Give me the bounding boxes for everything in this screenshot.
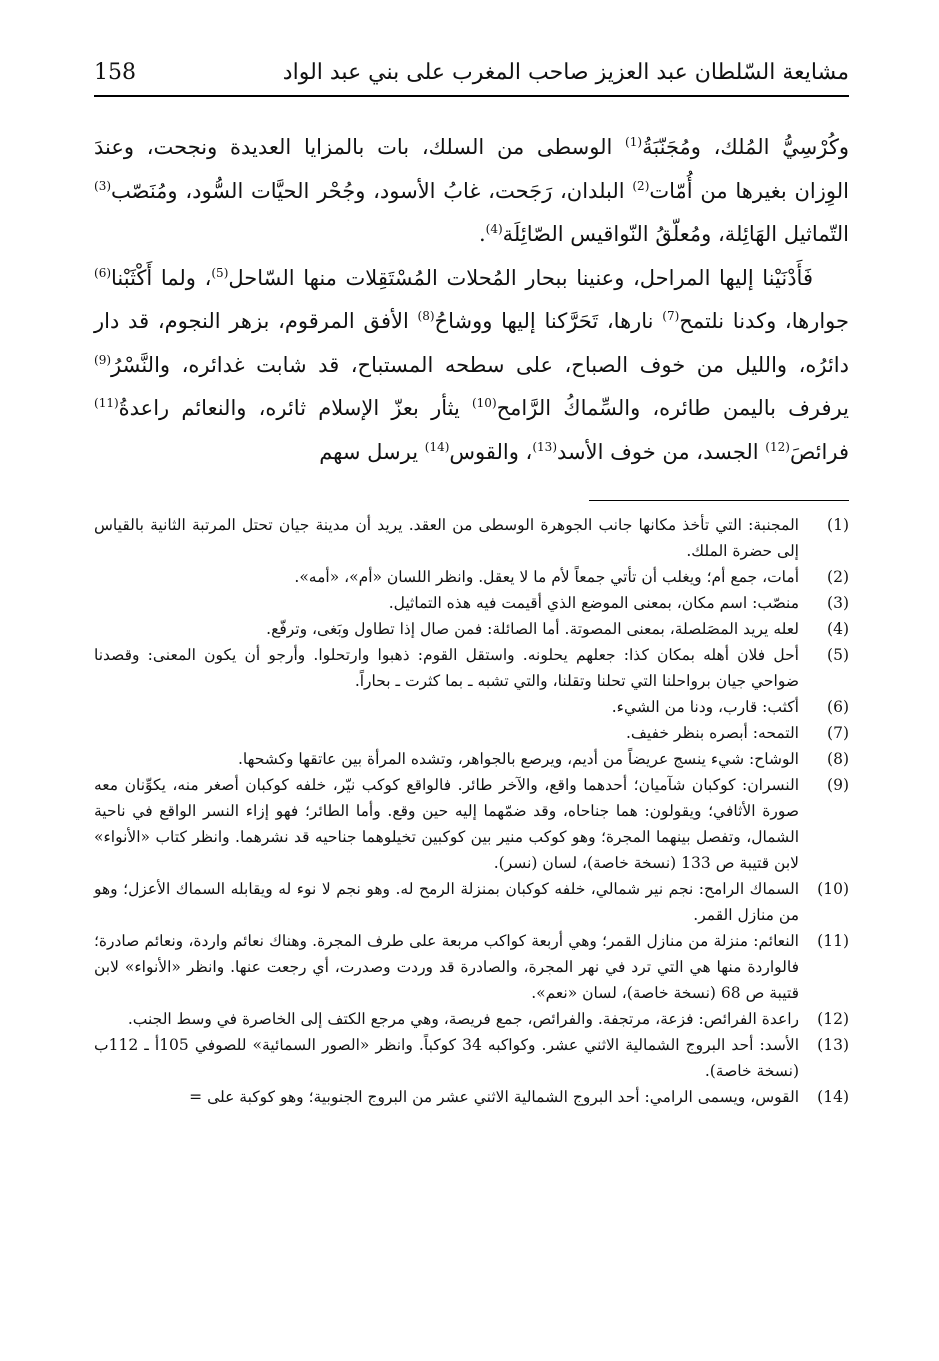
footnote: [94, 564, 849, 590]
footnote-number: (10): [817, 880, 849, 898]
text-segment: ، والقوس: [449, 439, 533, 464]
text-segment: الجسد، من خوف الأسد: [557, 439, 766, 464]
text-segment: جوارها، وكدنا نلتمح: [679, 309, 849, 333]
main-text: [94, 126, 849, 474]
footnote-number: (1): [827, 516, 849, 534]
footnote-text: القوس، ويسمى الرامي: أحد البروج الشمالية الاثني عشر من البروج الجنوبية؛ وهو كوكبة على =: [189, 1088, 799, 1106]
footnote-number: (9): [827, 776, 849, 794]
footnote-number: (3): [827, 594, 849, 612]
footnote-number: (11): [817, 932, 849, 950]
footnote-text: أمات، جمع أم؛ ويغلب أن تأتي جمعاً لأم ما لا يعقل. وانظر اللسان «أم»، «أمه».: [294, 568, 799, 586]
footnote-ref: (2): [632, 178, 650, 193]
footnote: [94, 1032, 849, 1084]
footnote: [94, 720, 849, 746]
text-segment: الأفق المرقوم، بزهر النجوم، قد دار دائرُه، والليل من خوف الصباح، على سطحه المستباح، قد شابت غدائره، والنَّسْرُ: [94, 309, 849, 377]
footnote-number: (7): [827, 724, 849, 742]
footnote-text: التمحه: أبصره بنظر خفيف.: [625, 724, 799, 742]
running-title: مشايعة السّلطان عبد العزيز صاحب المغرب على بني عبد الواد: [282, 60, 849, 85]
footnote-ref: (13): [532, 439, 557, 454]
footnote: [94, 616, 849, 642]
footnote: [94, 772, 849, 876]
footnote-ref: (11): [94, 396, 119, 410]
footnote-text: أكثب: قارب، ودنا من الشيء.: [611, 698, 799, 716]
text-segment: ، ولما أَكْثَبْنا: [111, 265, 212, 290]
footnote-text: السماك الرامح: نجم نير شمالي، خلفه كوكبان بمنزلة الرمح له. وهو نجم لا نوء له ويقابله السماك الأعزل؛ وهو من منازل القمر.: [94, 880, 799, 924]
footnote-ref: (7): [662, 309, 680, 323]
footnote-text: أحل فلان أهله بمكان كذا: جعلهم يحلونه. واستقل القوم: ذهبوا وارتحلوا. وأرجو أن يكون المعنى: وقصدنا ضواحي جيان برواحلنا التي تحلنا وتقلنا، والتي تشبه ـ بما كثرت ـ بحاراً.: [94, 646, 799, 690]
footnote-ref: (1): [625, 135, 643, 149]
footnote: [94, 876, 849, 928]
footnote-text: منصّب: اسم مكان، بمعنى الموضع الذي أقيمت فيه هذه التماثيل.: [388, 594, 799, 612]
text-segment: .: [478, 222, 486, 246]
text-segment: التّماثيل الهَائِلة، ومُعلّقُ النّواقيس الصّائِلَة: [502, 222, 849, 246]
footnote-ref: (6): [94, 265, 112, 280]
footnote: [94, 1084, 849, 1110]
footnote: [94, 746, 849, 772]
text-segment: يرفرف باليمن طائره، والسِّماكُ الرَّامح: [496, 396, 849, 420]
footnote-ref: (8): [417, 309, 435, 323]
text-segment: فَأَدْنَيْنا إليها المراحل، وعنينا ببحار المُحلات المُسْتَقِلات منها السّاحل: [228, 265, 813, 290]
text-segment: نارها، تَحَرَّكنا إليها ووشاحُ: [434, 309, 663, 333]
footnotes: [94, 512, 849, 1110]
text-segment: يثأر بعزّ الإسلام ثائره، والنعائم راعدةُ: [118, 396, 472, 420]
footnote: [94, 1006, 849, 1032]
footnote-number: (8): [827, 750, 849, 768]
footnote-text: الأسد: أحد البروج الشمالية الاثني عشر. وكواكبه 34 كوكباً. وانظر «الصور السمائية» للصوفي 105أ ـ 112ب (نسخة خاصة).: [94, 1036, 800, 1080]
page-number: 158: [94, 60, 136, 85]
header-rule: [94, 95, 849, 97]
footnote-ref: (9): [94, 352, 112, 367]
text-segment: البلدان، رَجَحت، غابُ الأسود، وجُحْر الحيَّات السُّود، ومُنَصّب: [111, 178, 633, 203]
footnote-ref: (3): [94, 178, 112, 193]
footnote: [94, 512, 849, 564]
footnote-rule: [589, 500, 849, 501]
footnote-text: لعله يريد المصَلصلة، بمعنى المصوتة. أما الصائلة: فمن صال إذا تطاول وبَغى، وترفّع.: [266, 620, 799, 638]
footnote-ref: (4): [485, 222, 503, 236]
paragraph-1: [94, 126, 849, 257]
footnote: [94, 928, 849, 1006]
text-segment: فرائصَ: [789, 439, 849, 464]
footnote: [94, 642, 849, 694]
footnote-ref: (10): [471, 396, 497, 410]
footnote-text: النعائم: منزلة من منازل القمر؛ وهي أربعة كواكب مربعة على طرف المجرة. وهناك نعائم واردة، ونعائم صادرة؛ فالواردة منها هي التي ترد في نهر المجرة، والصادرة قد وردت وصدرت، أي رجعت عنها. وانظر «الأنواء» لابن قتيبة ص 68 (نسخة خاصة)، لسان «نعم».: [94, 932, 799, 1002]
footnote-text: المجنبة: التي تأخذ مكانها جانب الجوهرة الوسطى من العقد. يريد أن مدينة جيان تحتل المرتبة الثانية بالقياس إلى حضرة الملك.: [94, 516, 799, 560]
footnote-number: (2): [827, 568, 849, 586]
text-segment: يرسل سهم: [319, 439, 425, 464]
footnote-number: (5): [827, 646, 849, 664]
footnote-number: (12): [817, 1010, 849, 1028]
footnote: [94, 590, 849, 616]
text-segment: وكُرْسِيُّ المُلك، ومُجَنّبَةُ: [642, 135, 850, 159]
footnote-ref: (5): [211, 265, 229, 280]
footnote-number: (14): [817, 1088, 849, 1106]
footnote-number: (4): [827, 620, 849, 638]
footnote-text: الوشاح: شيء ينسج عريضاً من أديم، ويرصع بالجواهر، وتشده المرأة بين عاتقها وكشحها.: [237, 750, 799, 768]
text-segment: الوسطى من السلك، بات بالمزايا العديدة ونجحت، وعندَ الوِزان بغيرها من أُمّات: [94, 135, 849, 203]
footnote-ref: (12): [765, 439, 790, 454]
running-header: [94, 58, 849, 92]
footnote: [94, 694, 849, 720]
footnote-text: راعدة الفرائص: فزعة، مرتجفة. والفرائص، جمع فريصة، وهي مرجع الكتف إلى الخاصرة في وسط الجنب.: [127, 1010, 799, 1028]
footnote-number: (13): [817, 1036, 849, 1054]
footnote-number: (6): [827, 698, 849, 716]
footnote-text: النسران: كوكبان شآميان؛ أحدهما واقع، والآخر طائر. فالواقع كوكب نيّر، خلفه كوكبان أصغر منه، يكوِّنان معه صورة الأثافي؛ ويقولون: هما جناحاه، وقد ضمّهما إليه حين وقع. وأما الطائر؛ فهو إزاء النسر الواقع في ناحية الشمال، وتفصل بينهما المجرة؛ وهو كوكب منير بين كوكبين تخيلوهما جناحيه قد نشرهما. وانظر كتاب «الأنواء» لابن قتيبة ص 133 (نسخة خاصة)، لسان (نسر).: [94, 776, 799, 872]
footnote-ref: (14): [424, 439, 450, 454]
paragraph-2: [94, 257, 849, 475]
